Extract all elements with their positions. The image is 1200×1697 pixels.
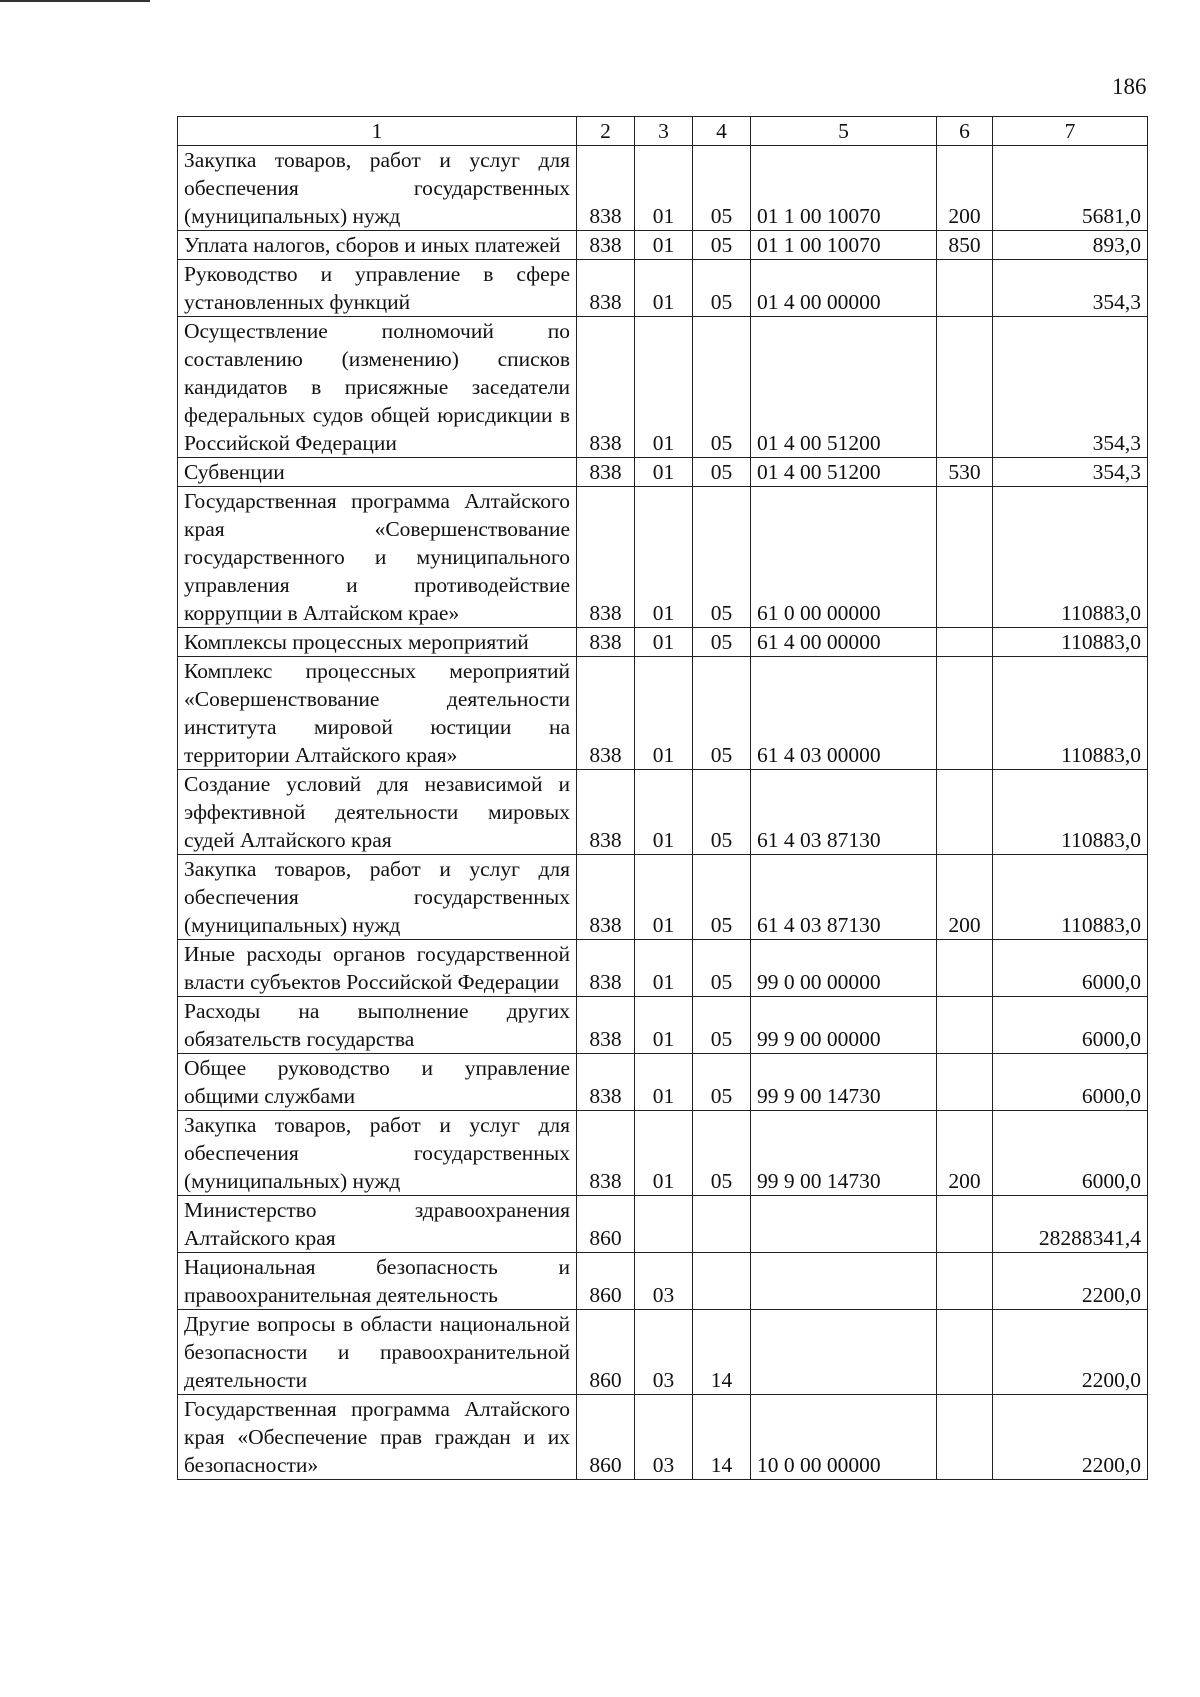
target-article-cell: 99 9 00 14730 xyxy=(751,1111,937,1196)
table-row xyxy=(178,855,1148,940)
section-cell: 01 xyxy=(635,1054,693,1111)
col-header-2: 2 xyxy=(577,117,635,146)
subsection-cell: 05 xyxy=(693,317,751,458)
amount-cell: 110883,0 xyxy=(993,770,1148,855)
subsection-cell: 05 xyxy=(693,260,751,317)
table-row xyxy=(178,628,1148,657)
col-header-5: 5 xyxy=(751,117,937,146)
target-article-cell: 01 1 00 10070 xyxy=(751,146,937,231)
name-cell: Закупка товаров, работ и услуг для обеспечения государственных (муниципальных) нужд xyxy=(178,1111,577,1196)
name-cell: Закупка товаров, работ и услуг для обеспечения государственных (муниципальных) нужд xyxy=(178,855,577,940)
table-row xyxy=(178,1310,1148,1395)
table-row xyxy=(178,317,1148,458)
expense-type-cell xyxy=(937,628,993,657)
section-cell: 01 xyxy=(635,146,693,231)
section-cell: 01 xyxy=(635,657,693,770)
name-cell: Создание условий для независимой и эффективной деятельности мировых судей Алтайского края xyxy=(178,770,577,855)
name-cell: Руководство и управление в сфере установленных функций xyxy=(178,260,577,317)
name-cell: Комплекс процессных мероприятий «Совершенствование деятельности института мировой юстиции на территории Алтайского края» xyxy=(178,657,577,770)
section-cell: 03 xyxy=(635,1253,693,1310)
admin-code-cell: 838 xyxy=(577,231,635,260)
expense-type-cell xyxy=(937,487,993,628)
section-cell xyxy=(635,1196,693,1253)
admin-code-cell: 838 xyxy=(577,997,635,1054)
name-cell: Иные расходы органов государственной власти субъектов Российской Федерации xyxy=(178,940,577,997)
name-cell: Осуществление полномочий по составлению (изменению) списков кандидатов в присяжные заседатели федеральных судов общей юрисдикции в Российской Федерации xyxy=(178,317,577,458)
amount-cell: 6000,0 xyxy=(993,1054,1148,1111)
section-cell: 01 xyxy=(635,628,693,657)
admin-code-cell: 860 xyxy=(577,1196,635,1253)
subsection-cell: 05 xyxy=(693,997,751,1054)
expense-type-cell xyxy=(937,997,993,1054)
admin-code-cell: 838 xyxy=(577,1111,635,1196)
admin-code-cell: 838 xyxy=(577,855,635,940)
col-header-1: 1 xyxy=(178,117,577,146)
subsection-cell: 05 xyxy=(693,1111,751,1196)
admin-code-cell: 838 xyxy=(577,458,635,487)
col-header-6: 6 xyxy=(937,117,993,146)
target-article-cell: 61 4 03 87130 xyxy=(751,855,937,940)
expense-type-cell xyxy=(937,260,993,317)
col-header-3: 3 xyxy=(635,117,693,146)
admin-code-cell: 838 xyxy=(577,317,635,458)
amount-cell: 110883,0 xyxy=(993,657,1148,770)
amount-cell: 6000,0 xyxy=(993,1111,1148,1196)
amount-cell: 110883,0 xyxy=(993,855,1148,940)
admin-code-cell: 838 xyxy=(577,657,635,770)
col-header-4: 4 xyxy=(693,117,751,146)
header-row xyxy=(178,117,1148,146)
amount-cell: 893,0 xyxy=(993,231,1148,260)
table-row xyxy=(178,1196,1148,1253)
amount-cell: 110883,0 xyxy=(993,628,1148,657)
budget-table xyxy=(177,116,1148,1480)
name-cell: Расходы на выполнение других обязательств государства xyxy=(178,997,577,1054)
table-row xyxy=(178,997,1148,1054)
table-row xyxy=(178,487,1148,628)
subsection-cell: 05 xyxy=(693,770,751,855)
section-cell: 01 xyxy=(635,458,693,487)
admin-code-cell: 838 xyxy=(577,260,635,317)
table-header xyxy=(178,117,1148,146)
scan-edge-mark xyxy=(0,0,150,2)
table-row xyxy=(178,146,1148,231)
table-row xyxy=(178,260,1148,317)
subsection-cell: 05 xyxy=(693,458,751,487)
amount-cell: 2200,0 xyxy=(993,1310,1148,1395)
expense-type-cell xyxy=(937,317,993,458)
admin-code-cell: 838 xyxy=(577,940,635,997)
target-article-cell: 61 0 00 00000 xyxy=(751,487,937,628)
section-cell: 03 xyxy=(635,1395,693,1480)
section-cell: 01 xyxy=(635,1111,693,1196)
target-article-cell xyxy=(751,1196,937,1253)
amount-cell: 354,3 xyxy=(993,260,1148,317)
subsection-cell: 05 xyxy=(693,146,751,231)
expense-type-cell xyxy=(937,770,993,855)
amount-cell: 2200,0 xyxy=(993,1253,1148,1310)
name-cell: Субвенции xyxy=(178,458,577,487)
subsection-cell: 05 xyxy=(693,1054,751,1111)
target-article-cell: 01 4 00 51200 xyxy=(751,458,937,487)
subsection-cell: 14 xyxy=(693,1310,751,1395)
admin-code-cell: 860 xyxy=(577,1395,635,1480)
subsection-cell xyxy=(693,1253,751,1310)
subsection-cell: 14 xyxy=(693,1395,751,1480)
expense-type-cell xyxy=(937,1196,993,1253)
expense-type-cell: 200 xyxy=(937,1111,993,1196)
name-cell: Государственная программа Алтайского края «Обеспечение прав граждан и их безопасности» xyxy=(178,1395,577,1480)
subsection-cell xyxy=(693,1196,751,1253)
target-article-cell: 01 4 00 51200 xyxy=(751,317,937,458)
admin-code-cell: 838 xyxy=(577,628,635,657)
expense-type-cell: 200 xyxy=(937,146,993,231)
target-article-cell: 01 1 00 10070 xyxy=(751,231,937,260)
section-cell: 01 xyxy=(635,940,693,997)
admin-code-cell: 838 xyxy=(577,770,635,855)
target-article-cell xyxy=(751,1253,937,1310)
amount-cell: 6000,0 xyxy=(993,997,1148,1054)
name-cell: Национальная безопасность и правоохранительная деятельность xyxy=(178,1253,577,1310)
subsection-cell: 05 xyxy=(693,855,751,940)
table-row xyxy=(178,1054,1148,1111)
target-article-cell: 99 9 00 14730 xyxy=(751,1054,937,1111)
admin-code-cell: 838 xyxy=(577,487,635,628)
table-row xyxy=(178,1253,1148,1310)
target-article-cell: 01 4 00 00000 xyxy=(751,260,937,317)
amount-cell: 2200,0 xyxy=(993,1395,1148,1480)
name-cell: Министерство здравоохранения Алтайского края xyxy=(178,1196,577,1253)
table-row xyxy=(178,940,1148,997)
expense-type-cell: 530 xyxy=(937,458,993,487)
expense-type-cell xyxy=(937,657,993,770)
admin-code-cell: 838 xyxy=(577,146,635,231)
subsection-cell: 05 xyxy=(693,940,751,997)
expense-type-cell xyxy=(937,1054,993,1111)
subsection-cell: 05 xyxy=(693,487,751,628)
expense-type-cell xyxy=(937,1253,993,1310)
section-cell: 01 xyxy=(635,231,693,260)
table-row xyxy=(178,458,1148,487)
expense-type-cell xyxy=(937,1310,993,1395)
table-body xyxy=(178,146,1148,1480)
target-article-cell: 61 4 00 00000 xyxy=(751,628,937,657)
section-cell: 01 xyxy=(635,855,693,940)
table-row xyxy=(178,1111,1148,1196)
name-cell: Комплексы процессных мероприятий xyxy=(178,628,577,657)
target-article-cell: 99 0 00 00000 xyxy=(751,940,937,997)
expense-type-cell xyxy=(937,1395,993,1480)
amount-cell: 28288341,4 xyxy=(993,1196,1148,1253)
target-article-cell: 61 4 03 87130 xyxy=(751,770,937,855)
col-header-7: 7 xyxy=(993,117,1148,146)
section-cell: 01 xyxy=(635,317,693,458)
section-cell: 01 xyxy=(635,770,693,855)
section-cell: 01 xyxy=(635,487,693,628)
name-cell: Государственная программа Алтайского края «Совершенствование государственного и муниципального управления и противодействие коррупции в Алтайском крае» xyxy=(178,487,577,628)
amount-cell: 354,3 xyxy=(993,458,1148,487)
name-cell: Другие вопросы в области национальной безопасности и правоохранительной деятельности xyxy=(178,1310,577,1395)
table-row xyxy=(178,231,1148,260)
subsection-cell: 05 xyxy=(693,628,751,657)
target-article-cell: 10 0 00 00000 xyxy=(751,1395,937,1480)
page-number: 186 xyxy=(1112,74,1147,99)
expense-type-cell: 200 xyxy=(937,855,993,940)
target-article-cell xyxy=(751,1310,937,1395)
name-cell: Уплата налогов, сборов и иных платежей xyxy=(178,231,577,260)
table-row xyxy=(178,1395,1148,1480)
section-cell: 03 xyxy=(635,1310,693,1395)
table-row xyxy=(178,770,1148,855)
target-article-cell: 61 4 03 00000 xyxy=(751,657,937,770)
name-cell: Закупка товаров, работ и услуг для обеспечения государственных (муниципальных) нужд xyxy=(178,146,577,231)
amount-cell: 354,3 xyxy=(993,317,1148,458)
admin-code-cell: 860 xyxy=(577,1310,635,1395)
subsection-cell: 05 xyxy=(693,231,751,260)
admin-code-cell: 838 xyxy=(577,1054,635,1111)
section-cell: 01 xyxy=(635,997,693,1054)
subsection-cell: 05 xyxy=(693,657,751,770)
amount-cell: 110883,0 xyxy=(993,487,1148,628)
amount-cell: 5681,0 xyxy=(993,146,1148,231)
amount-cell: 6000,0 xyxy=(993,940,1148,997)
table-row xyxy=(178,657,1148,770)
target-article-cell: 99 9 00 00000 xyxy=(751,997,937,1054)
expense-type-cell xyxy=(937,940,993,997)
admin-code-cell: 860 xyxy=(577,1253,635,1310)
section-cell: 01 xyxy=(635,260,693,317)
name-cell: Общее руководство и управление общими службами xyxy=(178,1054,577,1111)
expense-type-cell: 850 xyxy=(937,231,993,260)
